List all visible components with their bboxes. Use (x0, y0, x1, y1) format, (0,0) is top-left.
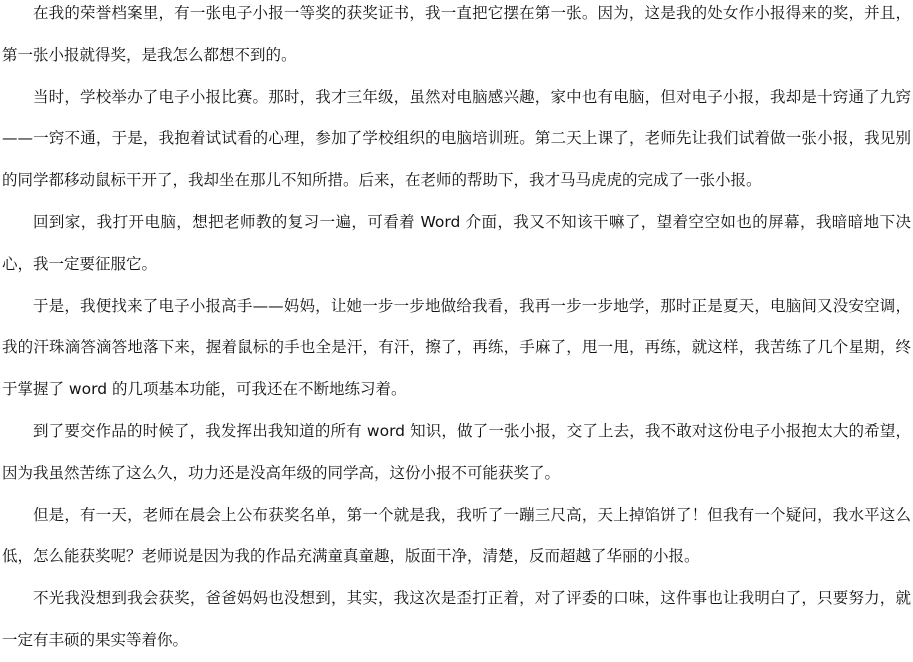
paragraph-3: 回到家，我打开电脑，想把老师教的复习一遍，可看着 Word 介面，我又不知该干嘛了，望着空空如也的屏幕，我暗暗地下决心，我一定要征服它。 (2, 212, 911, 273)
paragraph-7: 不光我没想到我会获奖，爸爸妈妈也没想到，其实，我这次是歪打正着，对了评委的口味，这件事也让我明白了，只要努力，就一定有丰硕的果实等着你。 (2, 589, 911, 649)
paragraph-5: 到了要交作品的时候了，我发挥出我知道的所有 word 知识，做了一张小报，交了上去，我不敢对这份电子小报抱太大的希望，因为我虽然苦练了这么久，功力还是没高年级的同学高，这份小报不可能获奖了。 (2, 421, 911, 482)
paragraph-4: 于是，我便找来了电子小报高手——妈妈，让她一步一步地做给我看，我再一步一步地学，那时正是夏天，电脑间又没安空调，我的汗珠滴答滴答地落下来，握着鼠标的手也全是汗，有汗，擦了，再练，手麻了，甩一甩，再练，就这样，我苦练了几个星期，终于掌握了 word 的几项基本功能，可我还在不断地练习着。 (2, 296, 911, 399)
paragraph-6: 但是，有一天，老师在晨会上公布获奖名单，第一个就是我，我听了一蹦三尺高，天上掉馅饼了！但我有一个疑问，我水平这么低，怎么能获奖呢？老师说是因为我的作品充满童真童趣，版面干净，清楚，反而超越了华丽的小报。 (2, 505, 911, 566)
paragraph-2: 当时，学校举办了电子小报比赛。那时，我才三年级，虽然对电脑感兴趣，家中也有电脑，但对电子小报，我却是十窍通了九窍——一窍不通，于是，我抱着试试看的心理，参加了学校组织的电脑培训班。第二天上课了，老师先让我们试着做一张小报，我见别的同学都移动鼠标干开了，我却坐在那儿不知所措。后来，在老师的帮助下，我才马马虎虎的完成了一张小报。 (2, 87, 911, 190)
paragraph-1: 在我的荣誉档案里，有一张电子小报一等奖的获奖证书，我一直把它摆在第一张。因为，这是我的处女作小报得来的奖，并且，第一张小报就得奖，是我怎么都想不到的。 (2, 4, 911, 64)
